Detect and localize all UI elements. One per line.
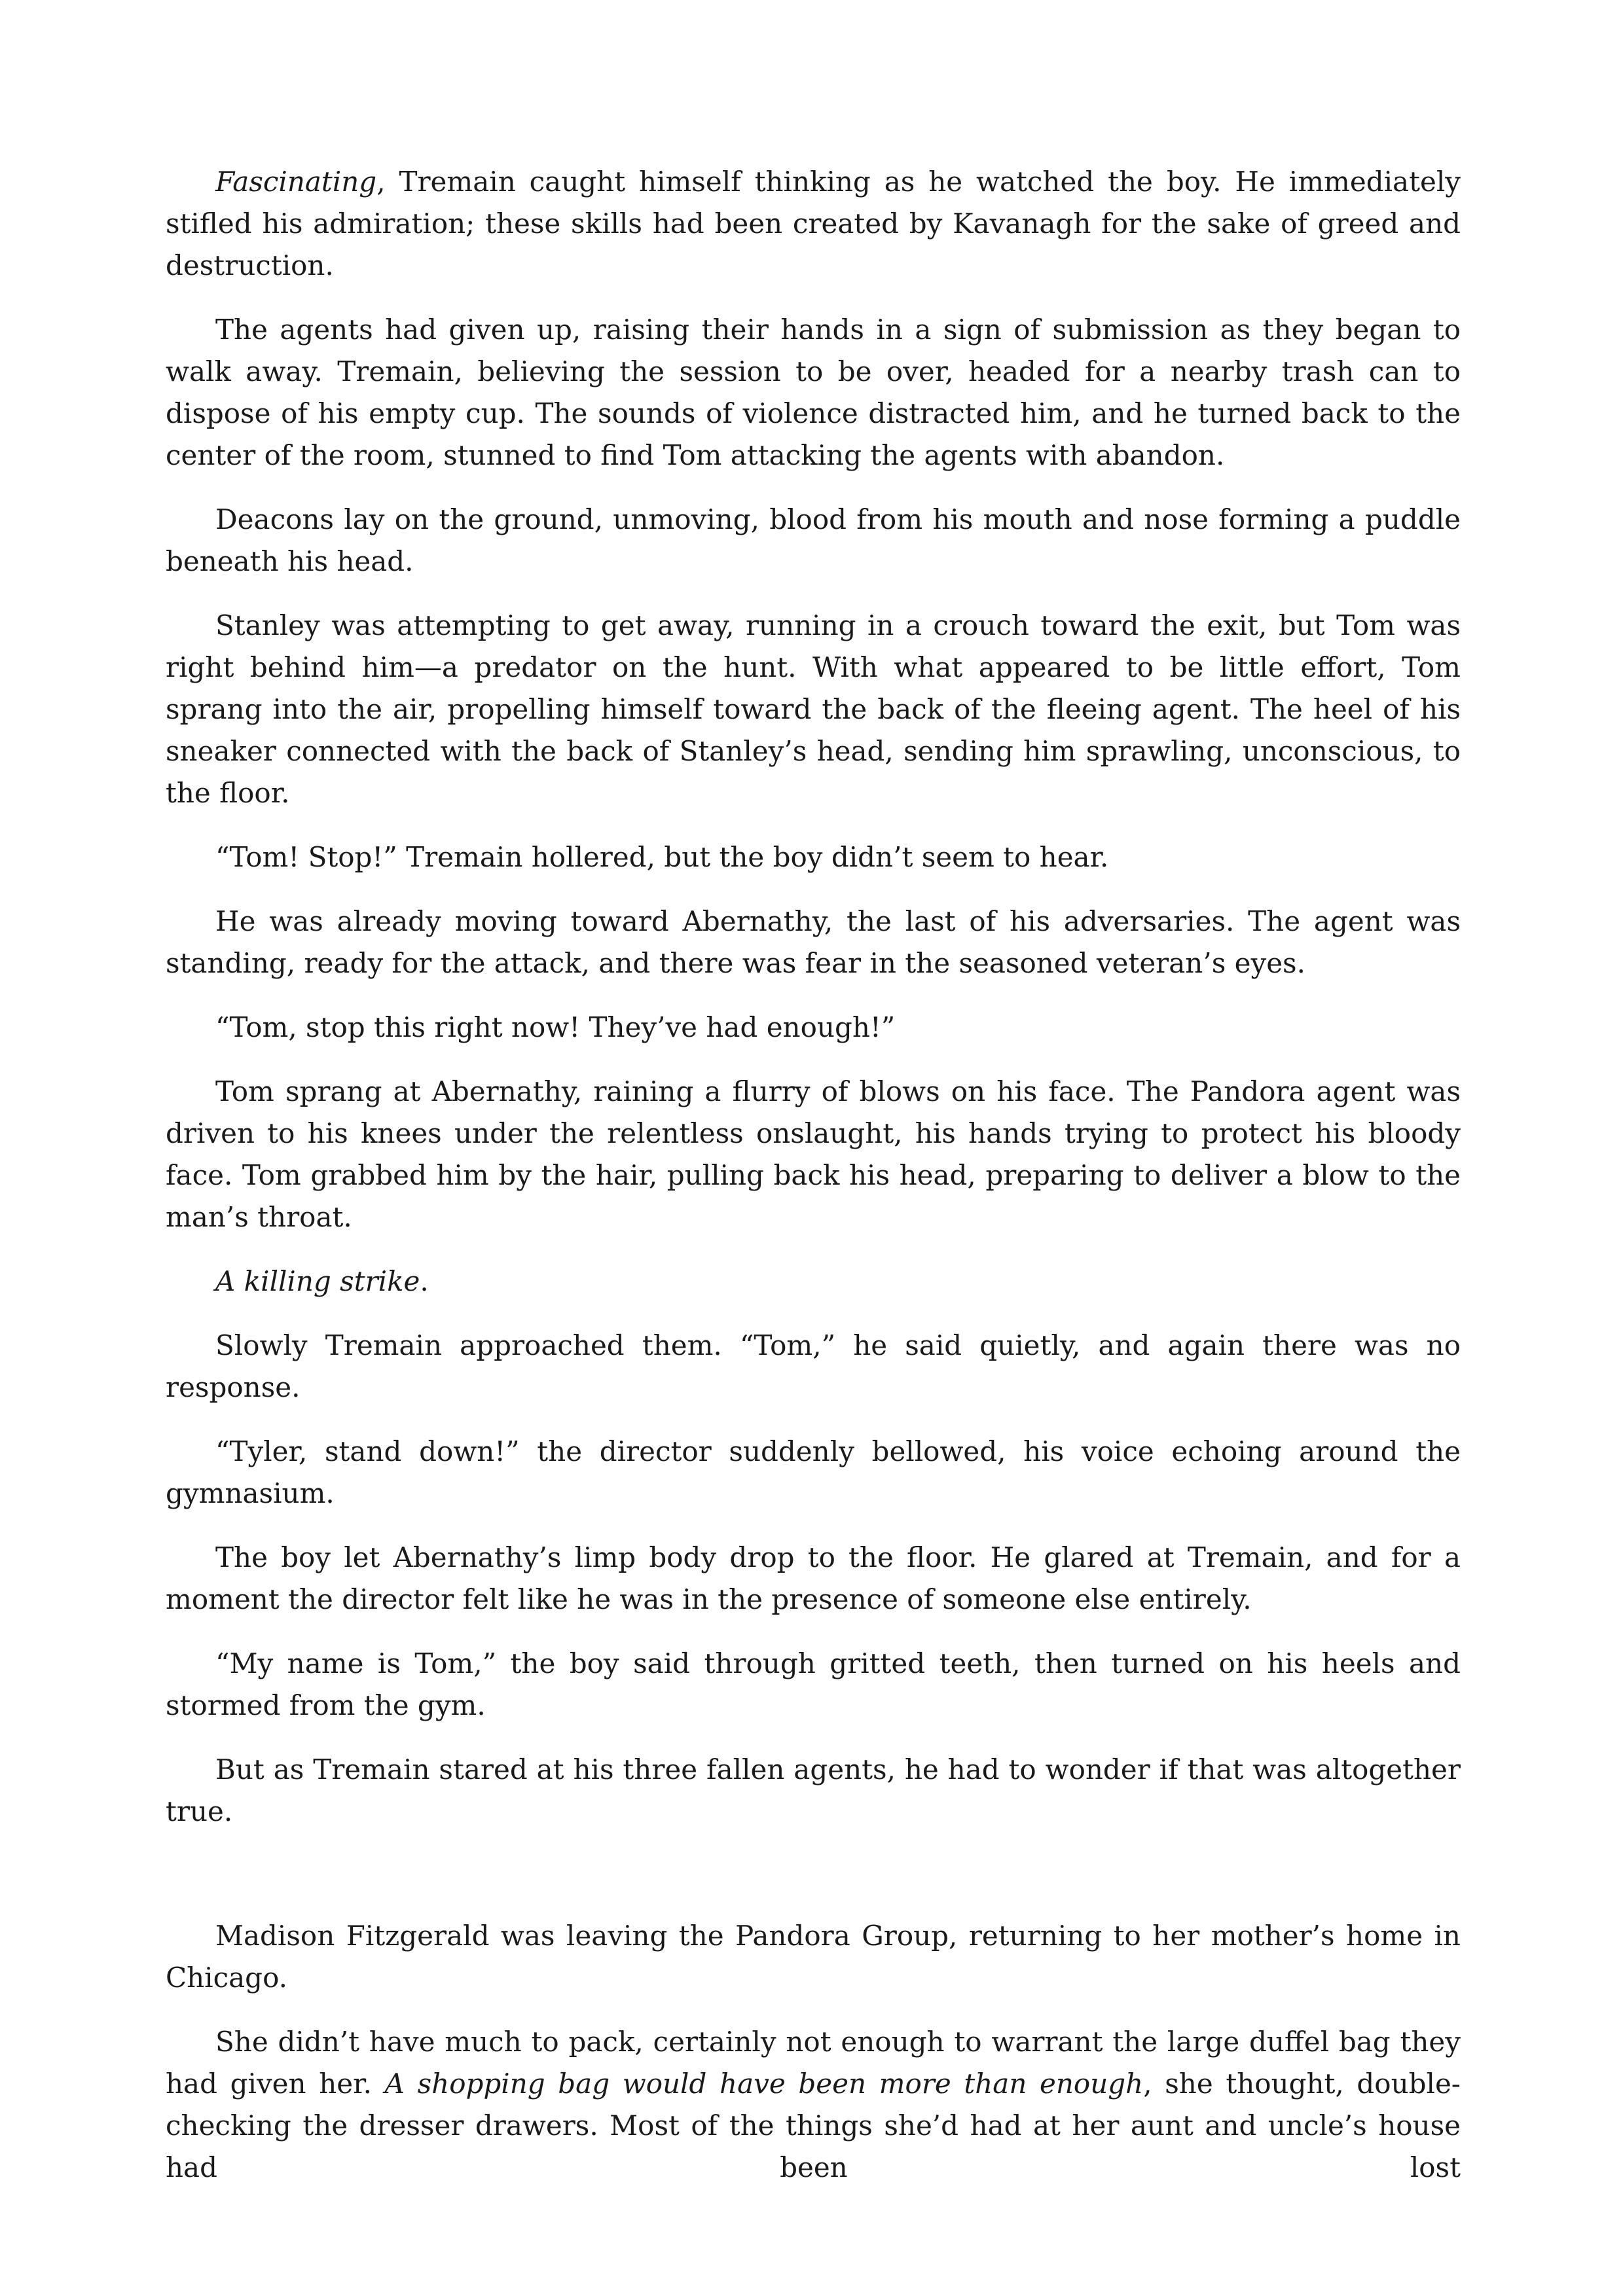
- italic-text: Fascinating: [215, 166, 377, 198]
- paragraph-text: Slowly Tremain approached them. “Tom,” he said quietly, and again there was no response.: [166, 1329, 1461, 1403]
- paragraph: [166, 1643, 1461, 1727]
- paragraph: [166, 1431, 1461, 1515]
- italic-text: A killing strike: [215, 1265, 420, 1297]
- paragraph-text: “My name is Tom,” the boy said through gritted teeth, then turned on his heels and stormed from the gym.: [166, 1647, 1461, 1721]
- paragraph: [166, 309, 1461, 476]
- paragraph-text: Stanley was attempting to get away, running in a crouch toward the exit, but Tom was right behind him—a predator on the hunt. With what appeared to be little effort, Tom sprang into the air, propelling himself toward the back of the fleeing agent. The heel of his sneaker connected with the back of Stanley’s head, sending him sprawling, unconscious, to the floor.: [166, 609, 1461, 809]
- book-page: [166, 161, 1461, 2211]
- paragraph-text: Madison Fitzgerald was leaving the Pandora Group, returning to her mother’s home in Chicago.: [166, 1920, 1461, 1994]
- paragraph-text: Deacons lay on the ground, unmoving, blood from his mouth and nose forming a puddle beneath his head.: [166, 503, 1461, 577]
- paragraph-text: The boy let Abernathy’s limp body drop to the floor. He glared at Tremain, and for a moment the director felt like he was in the presence of someone else entirely.: [166, 1541, 1461, 1615]
- paragraph-text: He was already moving toward Abernathy, the last of his adversaries. The agent was standing, ready for the attack, and there was fear in the seasoned veteran’s eyes.: [166, 905, 1461, 979]
- paragraph: [166, 836, 1461, 878]
- paragraph: [166, 605, 1461, 814]
- paragraph-text: “Tom! Stop!” Tremain hollered, but the boy didn’t seem to hear.: [215, 841, 1109, 873]
- paragraph: [166, 1071, 1461, 1238]
- paragraph: [166, 1261, 1461, 1302]
- paragraph-text: .: [420, 1265, 429, 1297]
- paragraph: [166, 1007, 1461, 1049]
- paragraph-text: , she thought, double-checking the dresser drawers. Most of the things she’d had at her aunt and uncle’s house had been lost: [166, 2068, 1461, 2183]
- paragraph-text: The agents had given up, raising their hands in a sign of submission as they began to walk away. Tremain, believing the session to be over, headed for a nearby trash can to dispose of his empty cup. The sounds of violence distracted him, and he turned back to the center of the room, stunned to find Tom attacking the agents with abandon.: [166, 314, 1461, 471]
- paragraph-text: “Tom, stop this right now! They’ve had enough!”: [215, 1011, 896, 1043]
- paragraph: [166, 1537, 1461, 1621]
- paragraph-continued: [166, 2021, 1461, 2189]
- paragraph-text: , Tremain caught himself thinking as he watched the boy. He immediately stifled his admiration; these skills had been created by Kavanagh for the sake of greed and destruction.: [166, 166, 1461, 281]
- paragraph: [166, 1325, 1461, 1408]
- paragraph: [166, 499, 1461, 583]
- paragraph-text: She didn’t have much to pack, certainly not enough to warrant the large duffel bag they had given her.: [166, 2026, 1461, 2100]
- paragraph-scene-start: [166, 1915, 1461, 1999]
- paragraph-text: Tom sprang at Abernathy, raining a flurry of blows on his face. The Pandora agent was driven to his knees under the relentless onslaught, his hands trying to protect his bloody face. Tom grabbed him by the hair, pulling back his head, preparing to deliver a blow to the man’s throat.: [166, 1075, 1461, 1233]
- paragraph-text: But as Tremain stared at his three fallen agents, he had to wonder if that was altogether true.: [166, 1753, 1461, 1827]
- paragraph: [166, 901, 1461, 984]
- paragraph-text: “Tyler, stand down!” the director suddenly bellowed, his voice echoing around the gymnasium.: [166, 1435, 1461, 1509]
- paragraph: [166, 1749, 1461, 1833]
- italic-text: A shopping bag would have been more than enough: [384, 2068, 1144, 2100]
- paragraph: [166, 161, 1461, 287]
